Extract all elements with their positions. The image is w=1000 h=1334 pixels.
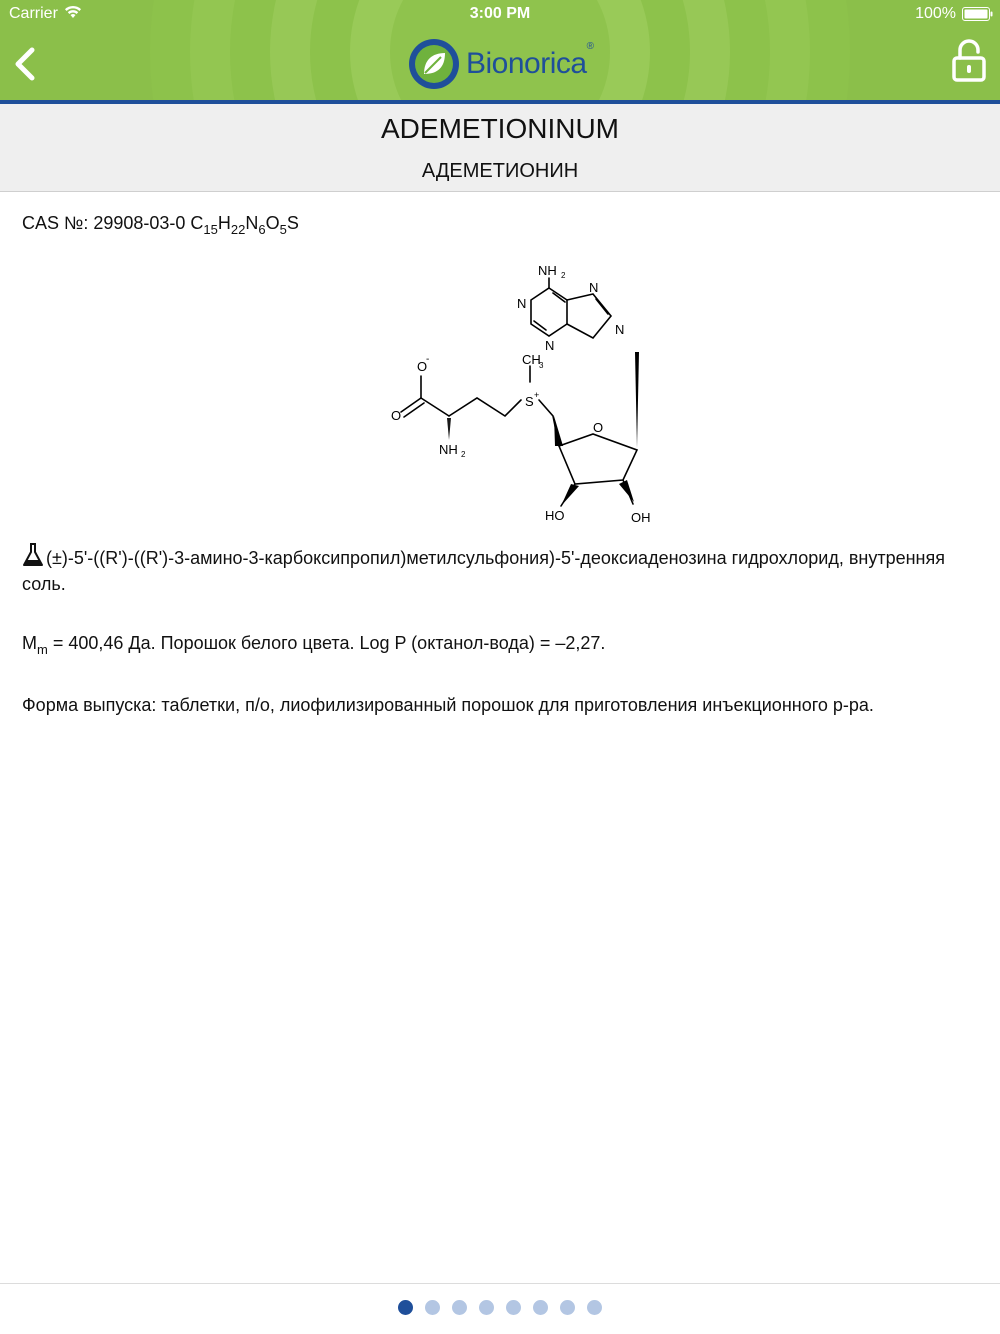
- chemical-name: [22, 542, 982, 597]
- substance-title-band: [0, 104, 1000, 192]
- svg-text:+: +: [534, 390, 540, 400]
- physical-properties: $M_m = 400,46$ Да. Порошок белого цвета. Log P (октанол-вода) = –2,27.: [22, 633, 606, 657]
- page-dot[interactable]: [398, 1300, 413, 1315]
- molecular-formula: $C_{15}H_{22}N_6O_5S$: [190, 213, 299, 237]
- footer-divider: [0, 1283, 1000, 1284]
- page-dot[interactable]: [533, 1300, 548, 1315]
- battery-percentage: 100%: [915, 5, 956, 22]
- cas-number: CAS №: 29908-03-0: [22, 213, 186, 233]
- svg-text:CH: CH: [522, 352, 541, 367]
- svg-text:3: 3: [539, 361, 544, 370]
- lock-button[interactable]: [948, 38, 990, 84]
- page-dot[interactable]: [587, 1300, 602, 1315]
- svg-text:NH: NH: [439, 442, 458, 457]
- page-dot[interactable]: [425, 1300, 440, 1315]
- carrier-label: Carrier: [9, 5, 58, 22]
- battery-icon: [962, 7, 994, 21]
- unlocked-padlock-icon: [948, 38, 990, 84]
- status-time: 3:00 PM: [469, 5, 531, 22]
- svg-text:N: N: [545, 338, 555, 353]
- svg-text:O: O: [417, 359, 428, 374]
- leaf-logo-icon: [408, 38, 460, 90]
- structural-formula-image: [367, 258, 667, 528]
- svg-text:N: N: [589, 280, 599, 295]
- page-dot[interactable]: [479, 1300, 494, 1315]
- svg-text:-: -: [426, 354, 430, 365]
- logo-text: Bionorica®: [466, 41, 594, 80]
- status-bar: [0, 0, 1000, 28]
- cas-number-line: [22, 210, 299, 236]
- substance-title-latin: ADEMETIONINUM: [381, 113, 619, 144]
- svg-text:S: S: [525, 394, 534, 409]
- back-button[interactable]: [6, 42, 46, 86]
- chemical-name-text: (±)-5'-((R')-((R')-3-амино-3-карбоксипропил)метилсульфония)-5'-деоксиаденозина гидрохлорид, внутренняя соль.: [22, 548, 945, 594]
- release-form: Форма выпуска: таблетки, п/о, лиофилизированный порошок для приготовления инъекционного р-ра.: [22, 695, 874, 715]
- svg-text:HO: HO: [545, 508, 565, 523]
- svg-text:N: N: [517, 296, 527, 311]
- page-indicator[interactable]: [0, 1300, 1000, 1316]
- svg-text:N: N: [615, 322, 625, 337]
- app-header: [0, 0, 1000, 104]
- chevron-left-icon: [6, 42, 46, 86]
- svg-text:2: 2: [461, 450, 466, 459]
- page-dot[interactable]: [560, 1300, 575, 1315]
- page-dot[interactable]: [452, 1300, 467, 1315]
- page-dot[interactable]: [506, 1300, 521, 1315]
- svg-text:2: 2: [561, 271, 566, 280]
- svg-text:OH: OH: [631, 510, 651, 525]
- svg-text:O: O: [391, 408, 402, 423]
- bionorica-logo: [408, 38, 593, 90]
- flask-icon: [22, 542, 44, 568]
- svg-text:NH: NH: [538, 263, 557, 278]
- substance-title-cyrillic: АДЕМЕТИОНИН: [421, 160, 579, 182]
- svg-text:O: O: [593, 420, 604, 435]
